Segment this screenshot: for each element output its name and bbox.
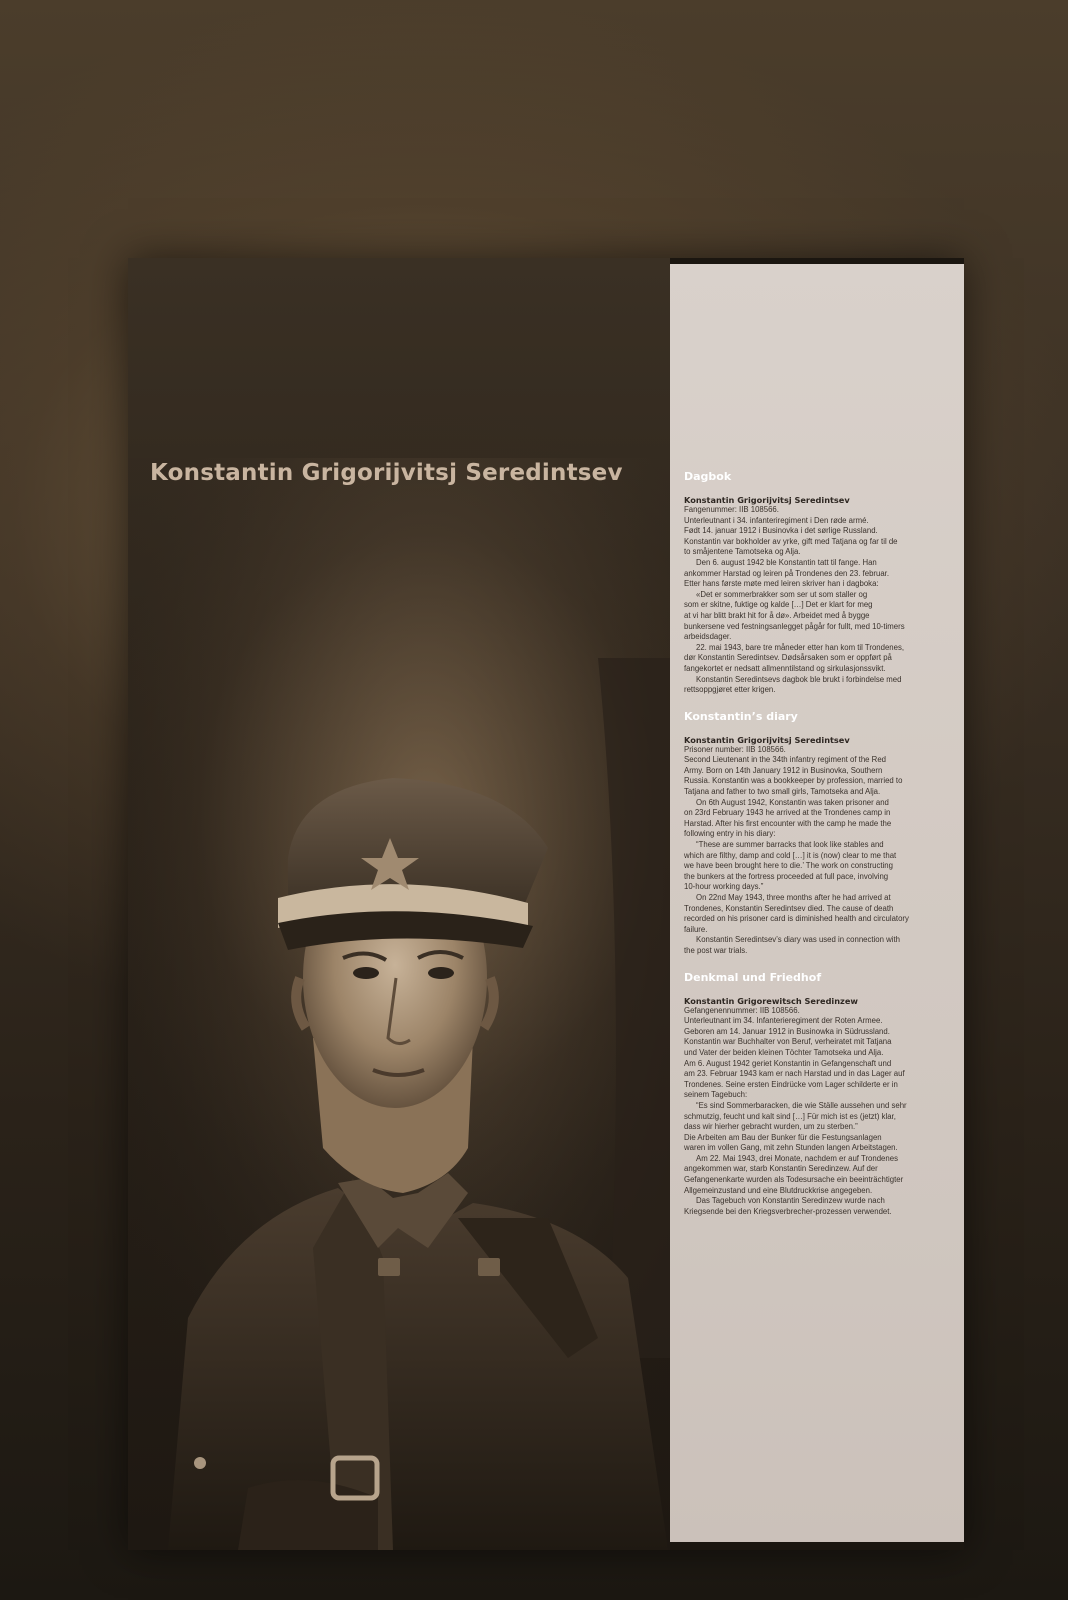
text-line: Fangenummer: IIB 108566. xyxy=(684,505,779,514)
text-line: waren im vollen Gang, mit zehn Stunden langen Arbeitstagen. xyxy=(684,1143,898,1153)
prisoner-name: Konstantin Grigorewitsch Seredinzew xyxy=(684,995,858,1006)
text-line: am 23. Februar 1943 kam er nach Harstad und in das Lager auf xyxy=(684,1069,905,1079)
text-line: the post war trials. xyxy=(684,945,748,955)
text-line: «Det er sommerbrakker som ser ut som staller og xyxy=(696,589,868,599)
text-line: angekommen war, starb Konstantin Seredinzew. Auf der xyxy=(684,1164,878,1174)
section-heading: Dagbok xyxy=(684,470,732,483)
text-line: arbeidsdager. xyxy=(684,632,732,642)
text-line: which are filthy, damp and cold […] it is (now) clear to me that xyxy=(684,850,897,860)
text-line: ankommer Harstad og leiren på Trondenes den 23. februar. xyxy=(684,568,890,578)
section-heading: Denkmal und Friedhof xyxy=(684,970,822,984)
text-line: Trondenes. Seine ersten Eindrücke vom Lager schilderte er in xyxy=(684,1079,898,1089)
text-line: Kriegsende bei den Kriegsverbrecher-prozessen verwendet. xyxy=(684,1206,892,1216)
text-line: we have been brought here to die.’ The work on constructing xyxy=(684,861,893,871)
text-line: Etter hans første møte med leiren skriver han i dagboka: xyxy=(684,579,879,589)
text-line: bunkersene ved festningsanlegget pågår for fullt, med 10-timers xyxy=(684,621,905,631)
text-line: dass wir hierher gebracht wurden, um zu sterben.” xyxy=(684,1122,858,1132)
text-line: “These are summer barracks that look like stables and xyxy=(696,840,884,850)
text-line: Geboren am 14. Januar 1912 in Businowka in Südrussland. xyxy=(684,1026,890,1036)
text-line: schmutzig, feucht und kalt sind […] Für mich ist es (jetzt) klar, xyxy=(684,1111,896,1121)
text-line: Født 14. januar 1912 i Businovka i det sørlige Russland. xyxy=(684,526,878,536)
text-line: Second Lieutenant in the 34th infantry regiment of the Red xyxy=(684,755,886,765)
text-line: 22. mai 1943, bare tre måneder etter han kom til Trondenes, xyxy=(696,642,905,652)
text-line: Russia. Konstantin was a bookkeeper by profession, married to xyxy=(684,776,903,786)
portrait-photo-area xyxy=(128,258,670,1550)
text-line: recorded on his prisoner card is diminished health and circulatory xyxy=(684,914,909,924)
text-line: at vi har blitt brakt hit for å dø». Arbeidet med å bygge xyxy=(684,610,870,620)
panel-title: Konstantin Grigorijvitsj Seredintsev xyxy=(150,460,623,486)
text-line: rettsoppgjøret etter krigen. xyxy=(684,685,776,695)
section-norwegian xyxy=(684,470,950,696)
text-line: Am 6. August 1942 geriet Konstantin in Gefangenschaft und xyxy=(684,1058,892,1068)
text-line: dør Konstantin Seredintsev. Dødsårsaken som er oppført på xyxy=(684,653,892,663)
text-line: failure. xyxy=(684,924,708,934)
text-line: Gefangenenkarte wurden als Todesursache ein beeinträchtigter xyxy=(684,1175,904,1185)
section-german xyxy=(684,971,950,1218)
prisoner-name: Konstantin Grigorijvitsj Seredintsev xyxy=(684,734,850,745)
text-line: Prisoner number: IIB 108566. xyxy=(684,744,786,754)
text-line: On 6th August 1942, Konstantin was taken prisoner and xyxy=(696,797,889,807)
text-line: som er skitne, fuktige og kalde […] Det er klart for meg xyxy=(684,600,873,610)
text-line: Gefangenennummer: IIB 108566. xyxy=(684,1005,800,1015)
text-line: Die Arbeiten am Bau der Bunker für die Festungsanlagen xyxy=(684,1132,882,1142)
text-line: On 22nd May 1943, three months after he had arrived at xyxy=(696,893,891,902)
text-line: Den 6. august 1942 ble Konstantin tatt til fange. Han xyxy=(696,557,877,567)
text-line: Harstad. After his first encounter with the camp he made the xyxy=(684,818,892,828)
text-line: Allgemeinzustand und eine Blutdruckkrise angegeben. xyxy=(684,1185,873,1195)
text-line: Das Tagebuch von Konstantin Seredinzew wurde nach xyxy=(696,1196,885,1206)
section-heading: Konstantin’s diary xyxy=(684,709,798,723)
text-line: 10-hour working days.” xyxy=(684,882,764,892)
prisoner-name: Konstantin Grigorijvitsj Seredintsev xyxy=(684,495,850,505)
text-line: on 23rd February 1943 he arrived at the Trondenes camp in xyxy=(684,808,891,818)
text-line: Tatjana and father to two small girls, Tamotseka and Alja. xyxy=(684,787,881,797)
text-line: Am 22. Mai 1943, drei Monate, nachdem er auf Trondenes xyxy=(696,1153,898,1163)
exhibit-panel xyxy=(128,258,964,1550)
text-line: Trondenes, Konstantin Seredintsev died. The cause of death xyxy=(684,903,894,913)
text-line: fangekortet er nedsatt allmenntilstand og sirkulasjonssvikt. xyxy=(684,663,886,673)
text-line: the bunkers at the fortress proceeded at full pace, involving xyxy=(684,871,889,881)
text-line: following entry in his diary: xyxy=(684,829,776,839)
text-line: seinem Tagebuch: xyxy=(684,1090,748,1100)
text-line: und Vater der beiden kleinen Töchter Tamotseka und Alja. xyxy=(684,1047,884,1057)
text-line: Army. Born on 14th January 1912 in Businovka, Southern xyxy=(684,765,883,775)
soldier-portrait xyxy=(128,458,670,1550)
text-line: Konstantin var bokholder av yrke, gift med Tatjana og far til de xyxy=(684,536,898,546)
text-line: Konstantin Seredintsevs dagbok ble brukt i forbindelse med xyxy=(696,674,902,684)
text-line: Konstantin war Buchhalter von Beruf, verheiratet mit Tatjana xyxy=(684,1037,892,1047)
text-line: Konstantin Seredintsev’s diary was used in connection with xyxy=(696,935,900,945)
text-line: Unterleutnant im 34. Infanterieregiment der Roten Armee. xyxy=(684,1016,883,1026)
text-line: Unterleutnant i 34. infanteriregiment i Den røde armé. xyxy=(684,515,869,525)
info-text-panel xyxy=(670,264,964,1542)
text-line: “Es sind Sommerbaracken, die wie Ställe aussehen und sehr xyxy=(696,1100,907,1110)
text-line: to småjentene Tamotseka og Alja. xyxy=(684,547,801,557)
section-english xyxy=(684,710,950,957)
